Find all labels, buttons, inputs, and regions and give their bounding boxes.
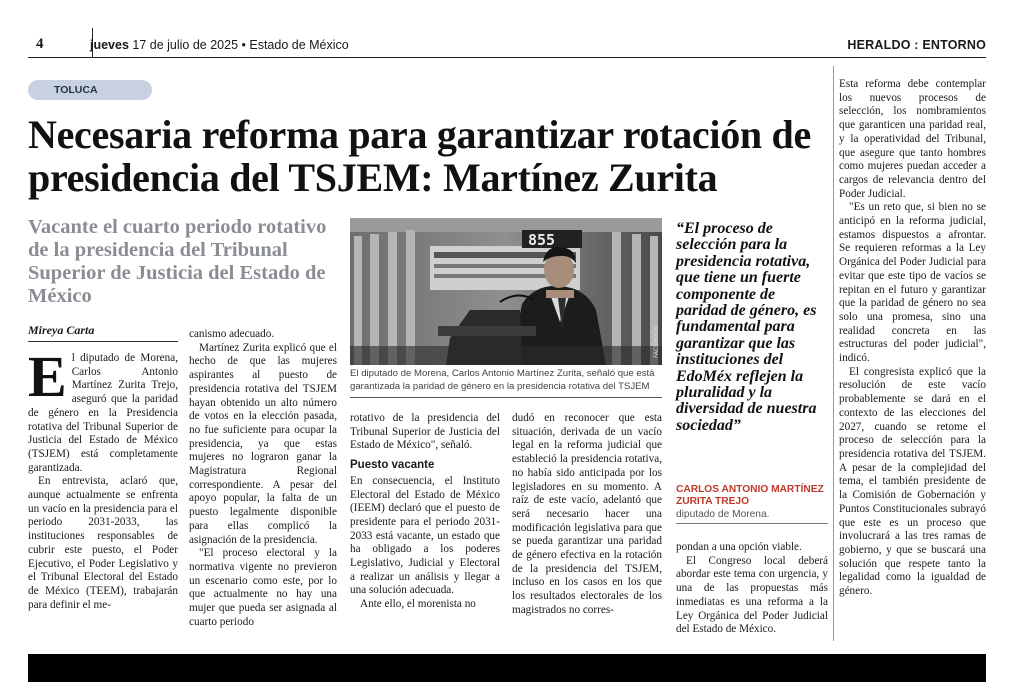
section-subhead: Puesto vacante [350, 459, 435, 472]
photo-credit: FACEBOOK [653, 325, 660, 358]
photo-illustration [350, 218, 662, 365]
location-tag: TOLUCA [28, 80, 152, 100]
body-column-2 [189, 328, 337, 629]
article-photo [350, 218, 662, 365]
col1-paragraph-2: En entrevista, aclaró que, aunque actualmente se enfrenta un vacío en la presidencia para el periodo 2031-2033, las instituciones responsables de cubrir este puesto, el Poder Ejecutivo, el Poder Legislativo y el Tribunal Electoral del Estado de México (TEEM), trabajarán para definir el me- [28, 475, 178, 611]
body-column-4 [512, 412, 662, 618]
col3-paragraph-1: rotativo de la presidencia del Tribunal Superior de Justicia del Estado de México", señaló. [350, 412, 500, 452]
pull-quote: “El proceso de selección para la presidencia rotativa, que tiene un fuerte componente de paridad de género, es fundamental para garantizar que las instituciones del EdoMéx reflejen la pluralidad y la diversidad de nuestra sociedad” [676, 220, 817, 434]
page-number: 4 [36, 36, 44, 52]
body-column-3 [350, 412, 500, 612]
col3-paragraph-3: Ante ello, el morenista no [360, 598, 476, 611]
col5-paragraph-2: El Congreso local deberá abordar este tema con urgencia, y una de las propuestas más inmediatas es una reforma a la Ley Orgánica del Poder Judicial del Estado de México. [676, 554, 828, 636]
col2-paragraph-3: "El proceso electoral y la normativa vigente no previeron un escenario como este, por lo que actualmente no hay una mujer que pueda ser asignada al cuarto periodo [189, 547, 337, 628]
col6-paragraph-2: "Es un reto que, si bien no se anticipó en la reforma judicial, estamos dispuestos a afrontar. Se requieren reformas a la Ley Orgánica del Poder Judicial para evitar que este tipo de vacíos se repitan en el futuro y garantizar que la paridad de género no sea solo una promesa, sino una realidad concreta en las estructuras del poder judicial", indicó. [839, 201, 986, 365]
body-column-5 [676, 541, 828, 637]
column-divider [833, 66, 834, 641]
col6-paragraph-1: Esta reforma debe contemplar los nuevos procesos de selección, los nombramientos que garanticen una paridad real, y la operatividad del Tribunal, que asegure que tanto hombres como mujeres puedan acceder a cargos de relevancia dentro del Poder Judicial. [839, 78, 986, 200]
edition-date [90, 38, 349, 52]
footer-bar [28, 654, 986, 682]
photo-caption: El diputado de Morena, Carlos Antonio Martínez Zurita, señaló que está garantizada la paridad de género en la presidencia rotativa del TSJEM [350, 368, 662, 398]
edition-day: jueves [90, 38, 129, 52]
headline: Necesaria reforma para garantizar rotación de presidencia del TSJEM: Martínez Zurita [28, 112, 811, 200]
col5-paragraph-1: pondan a una opción viable. [676, 541, 802, 553]
section-name: HERALDO : ENTORNO [847, 38, 986, 52]
photo-sign-text: 855 [528, 231, 556, 249]
col6-paragraph-3: El congresista explicó que la resolución de este vacío probablemente se dará en el contexto de las elecciones del 2027, cuando se retome el proceso de selección para la presidencia rotativa del TSJEM. A pesar de la complejidad del tema, el también presidente de la Comisión de Gobernación y Puntos Constitucionales subrayó que este es un proceso que involucrará a las tres ramas de gobierno, y que se buscará una solución que respete tanto la legalidad como la igualdad de género. [839, 365, 986, 598]
edition-date-rest: 17 de julio de 2025 • Estado de México [128, 38, 349, 52]
body-column-6 [839, 78, 986, 599]
drop-cap: E [28, 344, 67, 409]
body-column-1 [28, 344, 178, 612]
page-header [28, 28, 986, 58]
quote-author: CARLOS ANTONIO MARTÍNEZ ZURITA TREJO [676, 484, 824, 507]
col2-paragraph-1: canismo adecuado. [189, 328, 275, 340]
col1-paragraph-1: l diputado de Morena, Carlos Antonio Martínez Zurita Trejo, aseguró que la paridad de género en la Presidencia rotativa del Tribunal Superior de Justicia del Estado de México (TSJEM) está completamente garantizada. [28, 352, 178, 474]
col3-paragraph-2: En consecuencia, el Instituto Electoral del Estado de México (IEEM) declaró que el puesto de presidente para el periodo 2031-2033 está vacante, un estado que ha obligado a los poderes Legislativo, Judicial y Electoral a realizar un análisis y llegar a una solución adecuada. [350, 474, 500, 597]
quote-author-role: diputado de Morena. [676, 509, 828, 524]
byline: Mireya Carta [28, 323, 178, 342]
subheadline: Vacante el cuarto periodo rotativo de la presidencia del Tribunal Superior de Justicia del Estado de México [28, 216, 327, 307]
col4-paragraph-1: dudó en reconocer que esta situación, derivada de un vacío legal en la reforma judicial que estableció la presidencia rotativa, no había sido anticipada por los legisladores en su momento. A raíz de este vacío, adelantó que será necesario hacer una modificación legislativa para que se pueda garantizar una paridad de género efectiva en la rotación de la presidencia del TSJEM, incluso en los casos en los que los resultados electorales de los magistrados no corres- [512, 412, 662, 616]
col2-paragraph-2: Martínez Zurita explicó que el hecho de que las mujeres aspirantes al puesto de presidencia rotativa del TSJEM hayan obtenido un alto número de votos en la elección pasada, no fue suficiente para ocupar la presidencia, ya que estas mujeres no lograron ganar la Magistratura Regional correspondiente. A pesar del apoyo popular, la falta de un puesto legalmente disponible para ellas complicó la asignación de la presidencia. [189, 341, 337, 546]
